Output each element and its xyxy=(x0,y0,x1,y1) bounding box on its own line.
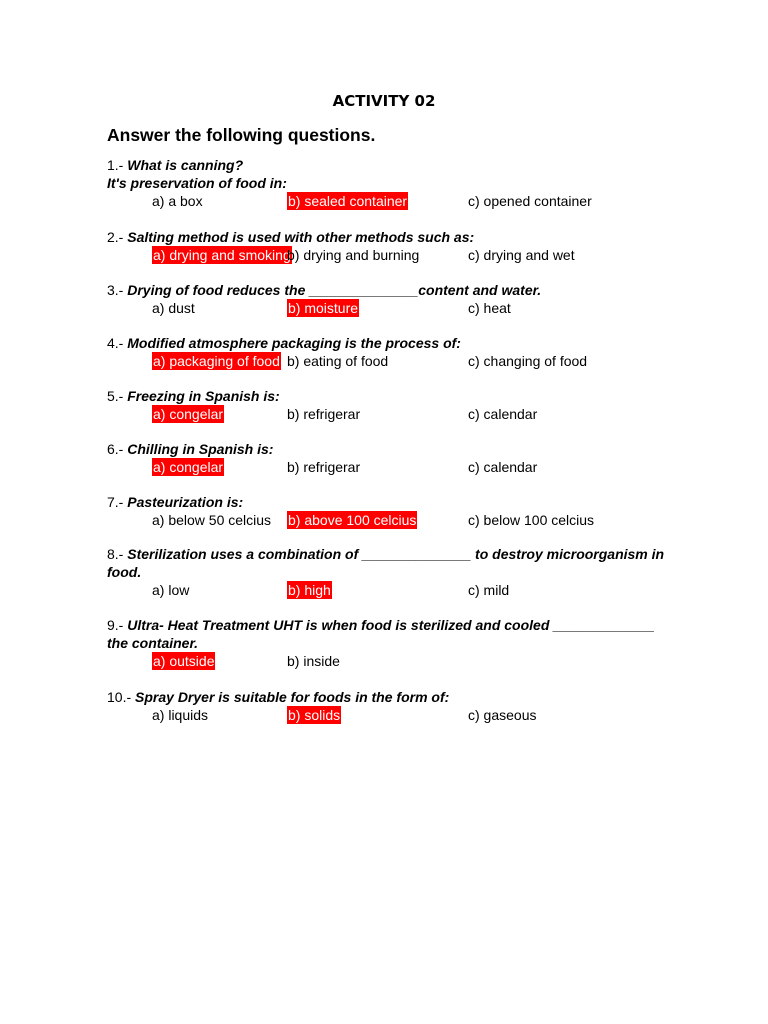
question-line xyxy=(107,616,667,634)
answer-options xyxy=(107,581,667,599)
question-number: 8.- xyxy=(107,546,128,562)
option-b-selected: b) above 100 celcius xyxy=(288,512,417,528)
question-line xyxy=(107,493,667,511)
question-1 xyxy=(107,156,667,209)
option-c: c) changing of food xyxy=(468,353,588,369)
question-text: Pasteurization is: xyxy=(127,494,244,510)
answer-options xyxy=(107,352,667,370)
question-number: 10.- xyxy=(107,689,136,705)
question-line xyxy=(107,563,667,581)
option-a: a) low xyxy=(152,582,190,598)
question-text: Sterilization uses a combination of ______________ to destroy microorganism in xyxy=(127,546,665,562)
option-b: b) drying and burning xyxy=(287,247,420,263)
option-b: b) refrigerar xyxy=(287,459,361,475)
question-2 xyxy=(107,228,667,263)
question-line xyxy=(107,545,667,563)
option-b-selected: b) high xyxy=(288,582,331,598)
question-4 xyxy=(107,334,667,369)
instructions-heading: Answer the following questions. xyxy=(107,125,376,145)
question-line xyxy=(107,228,667,246)
question-line xyxy=(107,174,667,192)
question-3 xyxy=(107,281,667,316)
option-b: b) refrigerar xyxy=(287,406,361,422)
question-number: 7.- xyxy=(107,494,128,510)
question-number: 3.- xyxy=(107,282,128,298)
option-c: c) heat xyxy=(468,300,511,316)
question-text: the container. xyxy=(107,635,199,651)
option-b-selected: b) solids xyxy=(288,707,341,723)
question-number: 5.- xyxy=(107,388,128,404)
question-text: Modified atmosphere packaging is the process of: xyxy=(127,335,461,351)
option-b-selected: b) moisture xyxy=(288,300,359,316)
answer-options xyxy=(107,405,667,423)
question-text: Chilling in Spanish is: xyxy=(127,441,274,457)
question-number: 1.- xyxy=(107,157,128,173)
answer-options xyxy=(107,299,667,317)
activity-title: ACTIVITY 02 xyxy=(332,92,436,110)
question-number: 2.- xyxy=(107,229,128,245)
question-line xyxy=(107,334,667,352)
question-text: Ultra- Heat Treatment UHT is when food is sterilized and cooled _____________ xyxy=(127,617,655,633)
answer-options xyxy=(107,706,667,724)
question-text: It's preservation of food in: xyxy=(107,175,287,191)
option-a: a) a box xyxy=(152,193,203,209)
question-text: What is canning? xyxy=(127,157,244,173)
question-text: food. xyxy=(107,564,142,580)
option-b: b) eating of food xyxy=(287,353,389,369)
answer-options xyxy=(107,511,667,529)
question-text: Drying of food reduces the ______________content and water. xyxy=(127,282,542,298)
question-line xyxy=(107,387,667,405)
question-line xyxy=(107,156,667,174)
option-c: c) opened container xyxy=(468,193,592,209)
question-5 xyxy=(107,387,667,422)
option-a-selected: a) drying and smoking xyxy=(153,247,291,263)
question-number: 6.- xyxy=(107,441,128,457)
option-a: a) liquids xyxy=(152,707,209,723)
question-6 xyxy=(107,440,667,475)
question-text: Freezing in Spanish is: xyxy=(127,388,280,404)
option-c: c) mild xyxy=(468,582,510,598)
option-c: c) calendar xyxy=(468,459,538,475)
question-7 xyxy=(107,493,667,528)
question-8 xyxy=(107,545,667,598)
question-text: Salting method is used with other methods such as: xyxy=(127,229,475,245)
question-line xyxy=(107,281,667,299)
answer-options xyxy=(107,192,667,210)
question-line xyxy=(107,688,667,706)
option-b: b) inside xyxy=(287,653,340,669)
question-9 xyxy=(107,616,667,669)
answer-options xyxy=(107,458,667,476)
option-a-selected: a) outside xyxy=(153,653,215,669)
option-c: c) drying and wet xyxy=(468,247,575,263)
question-number: 9.- xyxy=(107,617,128,633)
question-text: Spray Dryer is suitable for foods in the form of: xyxy=(135,689,450,705)
option-a-selected: a) congelar xyxy=(153,459,224,475)
option-a-selected: a) congelar xyxy=(153,406,224,422)
answer-options xyxy=(107,652,667,670)
question-number: 4.- xyxy=(107,335,128,351)
option-c: c) below 100 celcius xyxy=(468,512,595,528)
option-c: c) gaseous xyxy=(468,707,537,723)
answer-options xyxy=(107,246,667,264)
question-10 xyxy=(107,688,667,723)
option-a: a) dust xyxy=(152,300,195,316)
option-c: c) calendar xyxy=(468,406,538,422)
question-line xyxy=(107,440,667,458)
option-a: a) below 50 celcius xyxy=(152,512,272,528)
question-line xyxy=(107,634,667,652)
option-a-selected: a) packaging of food xyxy=(153,353,280,369)
option-b-selected: b) sealed container xyxy=(288,193,408,209)
